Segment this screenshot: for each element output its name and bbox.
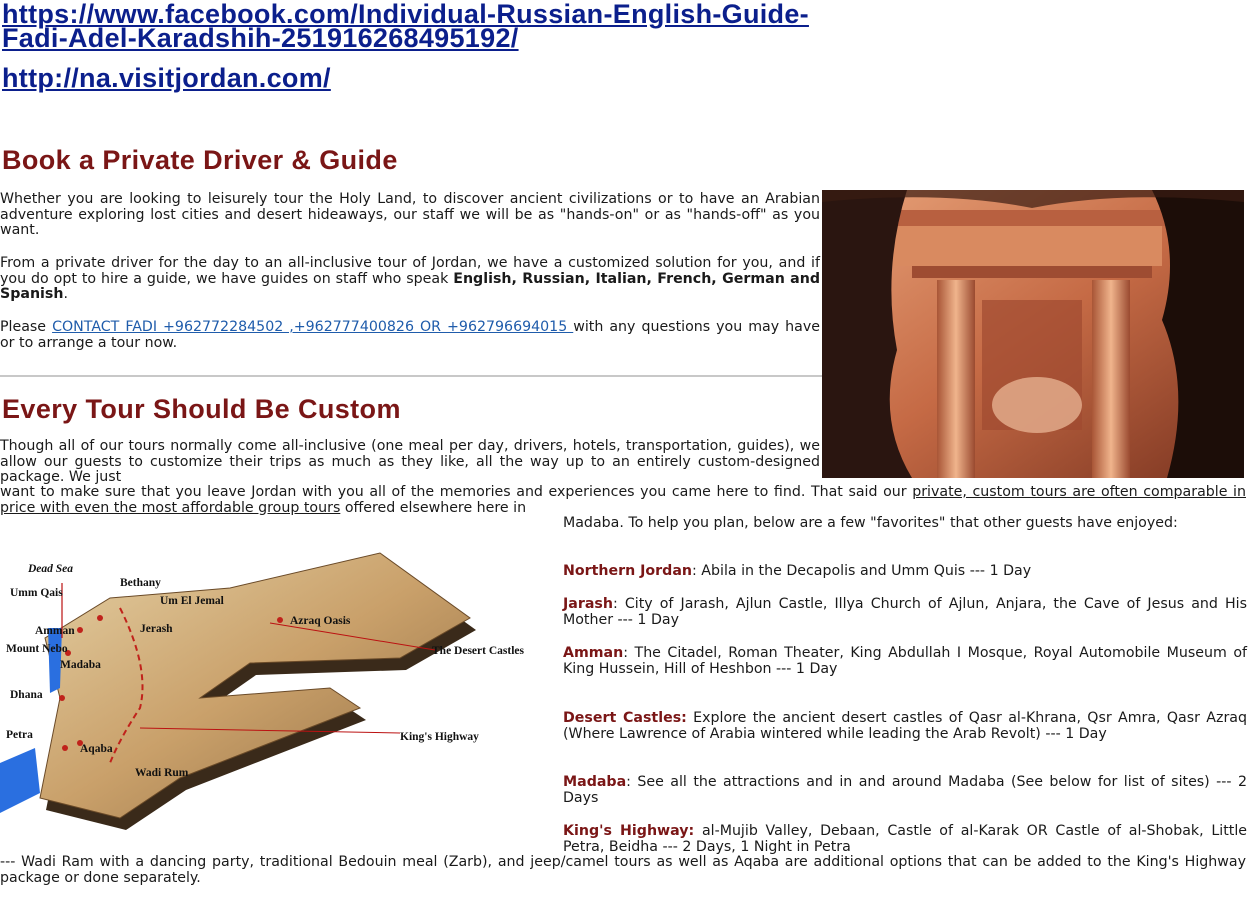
custom-tours-wide-line: want to make sure that you leave Jordan with you all of the memories and experiences you came here to find. That said our [0,484,907,500]
tour-item-name: King's Highway: [563,823,695,839]
map-label-dhana: Dhana [10,689,43,701]
map-label-petra: Petra [6,729,33,741]
tour-item [563,711,1247,742]
tour-item [563,597,1247,628]
tour-item-name: Desert Castles: [563,710,687,726]
tour-item-desc: : Abila in the Decapolis and Umm Quis --- 1 Day [692,563,1032,579]
section-heading-custom-tours: Every Tour Should Be Custom [2,394,401,424]
custom-tours-link-end: offered elsewhere here in [340,499,527,516]
map-label-azraq-oasis: Azraq Oasis [290,615,351,627]
languages-list: English, Russian, Italian, French, German and Spanish [0,270,821,302]
contact-text-start: Please [0,319,53,335]
petra-treasury-photo [822,190,1244,478]
visitjordan-link[interactable]: http://na.visitjordan.com/ [2,63,331,93]
map-label-umm-qais: Umm Qais [10,587,63,599]
intro-paragraph: Whether you are looking to leisurely tour the Holy Land, to discover ancient civilizations or to have an Arabian adventure exploring lost cities and desert hideaways, our staff we will be as "hands-on" or as "hands-off" as you want. [0,191,820,238]
jordan-tourist-map [0,548,560,838]
facebook-link-line2[interactable]: Fadi-Adel-Karadshih-251916268495192/ [2,23,519,53]
languages-text-end: . [63,286,68,302]
map-label-desert-castles: The Desert Castles [432,645,524,657]
tour-item-desc: : The Citadel, Roman Theater, King Abdullah I Mosque, Royal Automobile Museum of King Hussein, Hill of Heshbon --- 1 Day [563,645,1247,677]
tour-item-desc: : City of Jarash, Ajlun Castle, Illya Church of Ajlun, Anjara, the Cave of Jesus and His Mother --- 1 Day [563,596,1247,628]
map-label-madaba: Madaba [60,659,101,671]
tour-item-name: Northern Jordan [563,563,693,579]
map-label-dead-sea: Dead Sea [28,563,74,575]
custom-tours-paragraph-wide [0,485,1246,516]
map-label-kings-highway: King's Highway [400,731,479,743]
map-label-bethany: Bethany [120,577,161,589]
contact-text-end: with any questions you may have or to arrange a tour now. [0,319,820,351]
map-label-aqaba: Aqaba [80,743,113,755]
section-heading-private-driver: Book a Private Driver & Guide [2,145,398,175]
languages-paragraph [0,256,820,303]
contact-paragraph [0,320,820,351]
tour-item [563,646,1247,677]
tour-item-name: Jarash [563,596,613,612]
languages-text-start: From a private driver for the day to an all-inclusive tour of Jordan, we have a customized solution for you, and if you do opt to hire a guide, we have guides on staff who speak [0,255,820,287]
tour-item [563,775,1247,806]
tour-item-name: Amman [563,645,624,661]
tour-item-desc: : See all the attractions and in and around Madaba (See below for list of sites) --- 2 Days [563,774,1247,806]
tour-item [563,564,1247,580]
map-label-jerash: Jerash [140,623,173,635]
tour-item-desc: Explore the ancient desert castles of Qasr al-Khrana, Qsr Amra, Qasr Azraq (Where Lawrence of Arabia wintered while leading the Arab Revolt) --- 1 Day [563,710,1247,742]
tour-item-desc: al-Mujib Valley, Debaan, Castle of al-Karak OR Castle of al-Shobak, Little Petra, Beidha --- 2 Days, 1 Night in Petra [563,823,1248,855]
tour-item-name: Madaba [563,774,627,790]
custom-tours-paragraph: Though all of our tours normally come all-inclusive (one meal per day, drivers, hotels, transportation, guides), we allow our guests to customize their trips as much as they like, all the way up to an entirely custom-designed package. We just [0,438,820,485]
map-label-um-el-jemal: Um El Jemal [160,595,224,607]
favorites-intro: Madaba. To help you plan, below are a few "favorites" that other guests have enjoyed: [563,515,1178,531]
custom-tours-price-link[interactable]: private, custom tours are often comparable in price with even the most affordable group tours [0,484,1246,516]
tour-item [563,824,1247,855]
contact-fadi-link[interactable]: CONTACT FADI +962772284502 ,+962777400826 OR +962796694015 [52,319,574,335]
map-label-mount-nebo: Mount Nebo [6,643,68,655]
map-label-amman: Amman [35,625,75,637]
section-divider [0,375,822,377]
tours-tail-paragraph: --- Wadi Ram with a dancing party, traditional Bedouin meal (Zarb), and jeep/camel tours as well as Aqaba are additional options that can be added to the King's Highway package or done separately. [0,854,1246,886]
facebook-link-line1[interactable]: https://www.facebook.com/Individual-Russian-English-Guide- [2,0,809,29]
map-label-wadi-rum: Wadi Rum [135,767,189,779]
